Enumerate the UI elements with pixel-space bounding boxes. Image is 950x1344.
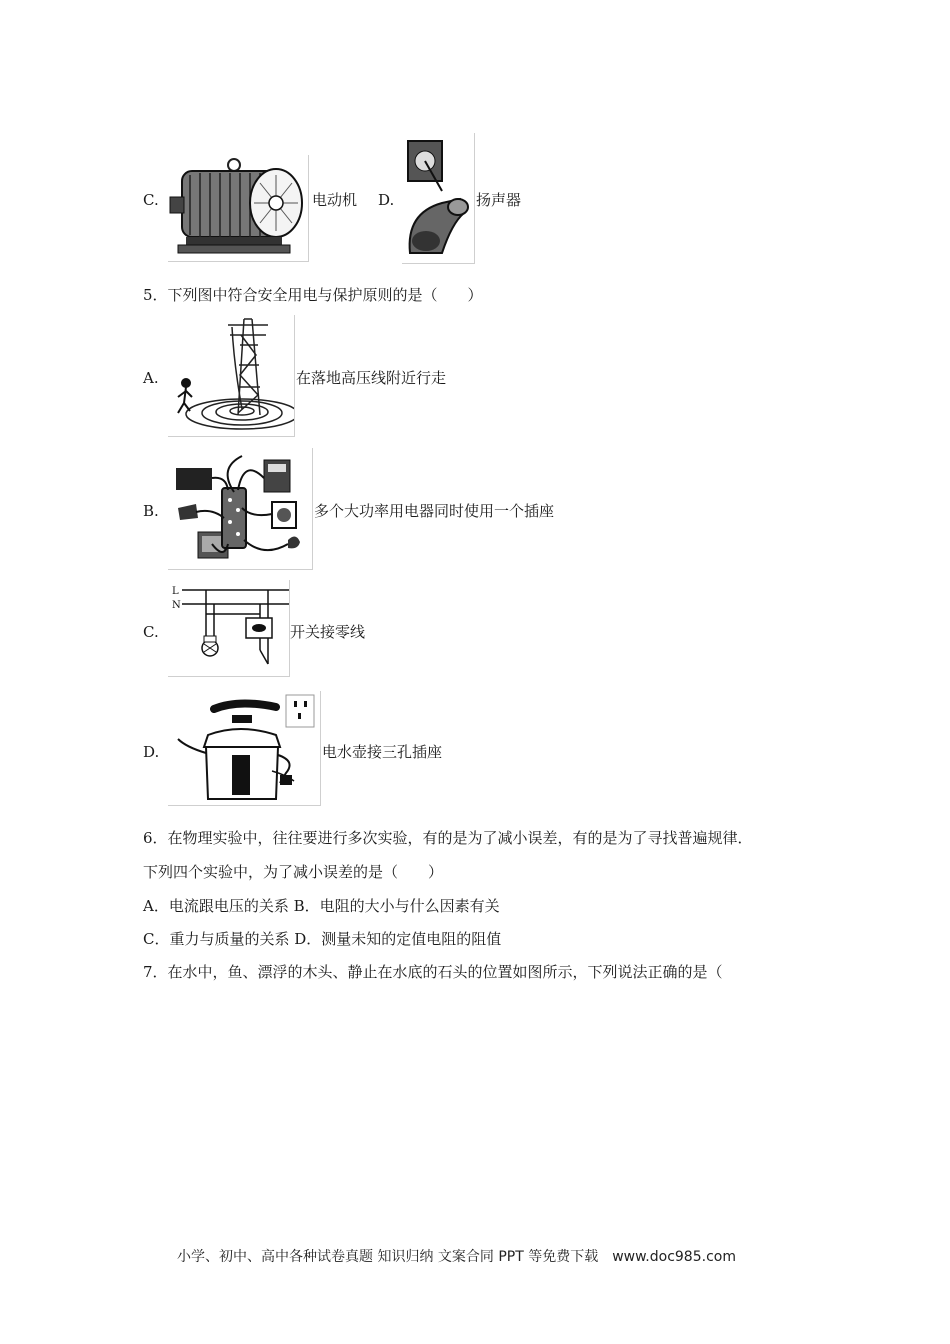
q5-option-c-text: 开关接零线 xyxy=(290,623,366,641)
option-c-text: 电动机 xyxy=(312,191,358,209)
loudspeaker-drawing xyxy=(402,133,474,263)
q6-stem-line1: 6．在物理实验中，往往要进行多次实验，有的是为了减小误差，有的是为了寻找普遍规律． xyxy=(143,829,753,847)
electric-motor-figure xyxy=(168,155,309,262)
overloaded-socket-figure xyxy=(168,448,313,570)
q6-options-line2: C．重力与质量的关系 D．测量未知的定值电阻的阻值 xyxy=(143,930,502,948)
electric-motor-drawing xyxy=(168,155,308,261)
q5-option-b-text: 多个大功率用电器同时使用一个插座 xyxy=(314,502,555,520)
loudspeaker-figure xyxy=(402,133,475,264)
live-wire-label: L xyxy=(172,586,179,597)
option-d-letter: D. xyxy=(378,191,395,209)
q6-options-line1: A．电流跟电压的关系 B．电阻的大小与什么因素有关 xyxy=(143,897,500,915)
q5-option-b-letter: B. xyxy=(143,502,159,520)
q5-option-a-letter: A. xyxy=(143,369,159,387)
kettle-drawing xyxy=(168,691,320,805)
neutral-wire-label: N xyxy=(172,600,181,611)
high-voltage-line-figure xyxy=(168,315,295,437)
switch-circuit-drawing xyxy=(168,580,289,676)
q5-option-a-text: 在落地高压线附近行走 xyxy=(296,369,447,387)
option-d-text: 扬声器 xyxy=(476,191,522,209)
high-voltage-tower-drawing xyxy=(168,315,294,436)
q6-stem-line2: 下列四个实验中，为了减小误差的是（ ） xyxy=(143,863,444,881)
overloaded-socket-drawing xyxy=(168,448,312,569)
page-footer: 小学、初中、高中各种试卷真题 知识归纳 文案合同 PPT 等免费下载 www.doc985.com xyxy=(177,1249,736,1265)
q5-option-d-text: 电水壶接三孔插座 xyxy=(322,743,443,761)
q7-stem: 7．在水中，鱼、漂浮的木头、静止在水底的石头的位置如图所示，下列说法正确的是（ xyxy=(143,963,723,981)
option-c-letter: C. xyxy=(143,191,159,209)
q5-option-d-letter: D. xyxy=(143,743,160,761)
kettle-three-pin-figure xyxy=(168,691,321,806)
q5-option-c-letter: C. xyxy=(143,623,159,641)
q5-stem: 5．下列图中符合安全用电与保护原则的是（ ） xyxy=(143,286,483,304)
switch-circuit-figure xyxy=(168,580,290,677)
